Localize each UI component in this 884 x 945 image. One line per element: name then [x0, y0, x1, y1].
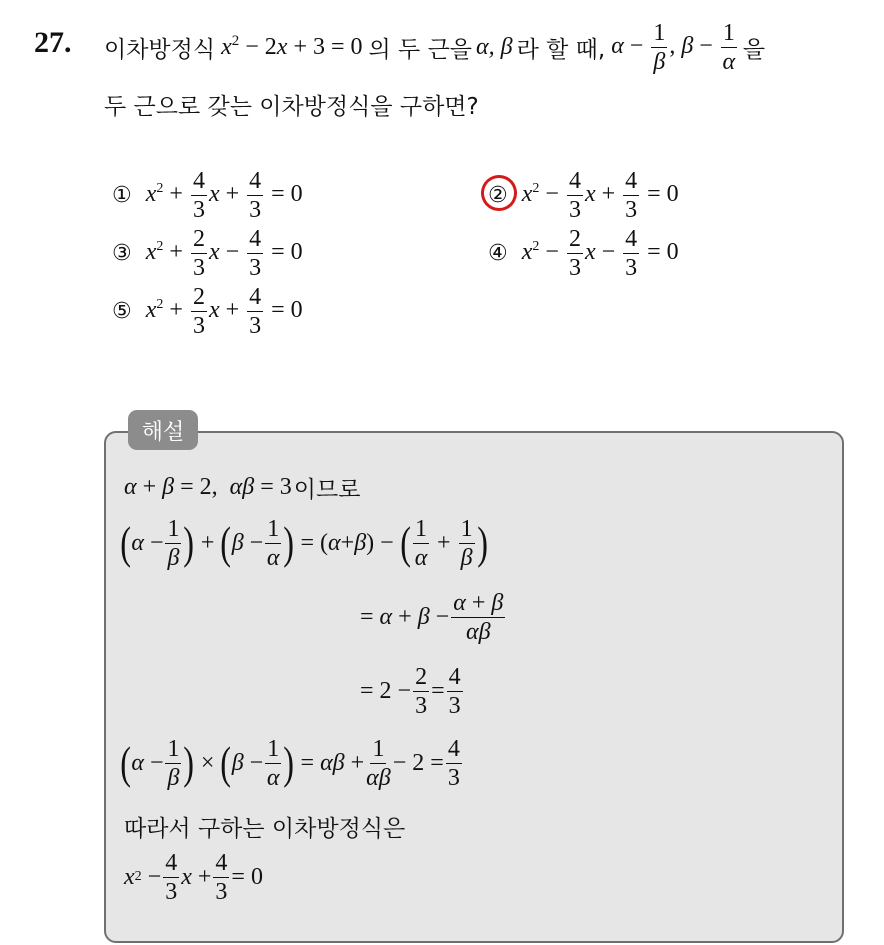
- problem-text-mid1: 의 두 근을: [368, 36, 473, 63]
- problem-text-pre: 이차방정식: [104, 36, 216, 63]
- choice-mark-4: ④: [488, 240, 508, 266]
- vieta-relations: α + β = 2, αβ = 3: [124, 473, 292, 500]
- choice-2[interactable]: [488, 167, 679, 223]
- choice-4-expr: $x^2$ − $\frac{2}{3}$ x − $\frac{4}{3}$ = 0: [521, 225, 679, 281]
- solution-tab-label: 해설: [141, 419, 185, 445]
- solution-tab: [128, 410, 198, 450]
- solution-product-line: ( α − $\frac{1}{\beta}$ ) × ( β − $\frac{1}{\alpha}$ ) = αβ + $\frac{1}{\alpha\beta}$ − 2 = $\frac{4}{3}$: [120, 735, 460, 791]
- choice-mark-2: ②: [488, 182, 508, 208]
- choice-5-expr: $x^2$ + $\frac{2}{3}$ x + $\frac{4}{3}$ = 0: [145, 283, 303, 339]
- equation-original: $x^2 - 2x + 3 = 0$: [221, 33, 363, 60]
- solution-line-1: [124, 470, 360, 504]
- solution-line-1-suffix: 이므로: [293, 476, 361, 503]
- solution-sum-line: ( α − $\frac{1}{\beta}$ ) + ( β − $\frac{1}{\alpha}$ ) = ( α + β ) − ( $\frac{1}{\alpha}$ + $\frac{1}{\beta}$ ): [120, 515, 488, 571]
- choice-1[interactable]: [112, 167, 303, 223]
- choice-mark-1: ①: [112, 182, 132, 208]
- choice-3-expr: $x^2$ + $\frac{2}{3}$ x − $\frac{4}{3}$ = 0: [145, 225, 303, 281]
- choice-4[interactable]: [488, 225, 679, 281]
- solution-conclusion: 따라서 구하는 이차방정식은: [124, 816, 406, 842]
- solution-sum-step-2: = α + β − $\frac{\alpha + \beta}{\alpha\beta}$: [360, 589, 504, 645]
- choice-3[interactable]: [112, 225, 303, 281]
- problem-line-2: 두 근으로 갖는 이차방정식을 구하면?: [104, 94, 479, 120]
- problem-text-post: 을: [742, 36, 766, 63]
- solution-sum-step-3: = 2 − $\frac{2}{3}$ = $\frac{4}{3}$: [360, 663, 461, 719]
- roots-symbols: α, β: [476, 33, 513, 60]
- choice-5[interactable]: [112, 283, 303, 339]
- new-root-2: β − $\frac{1}{\alpha}$: [681, 19, 736, 75]
- choice-mark-3: ③: [112, 240, 132, 266]
- problem-line-1: [104, 19, 766, 75]
- solution-final-equation: x 2 − $\frac{4}{3}$ x + $\frac{4}{3}$ = 0: [124, 849, 263, 905]
- choice-mark-5: ⑤: [112, 298, 132, 324]
- choice-2-expr: $x^2$ − $\frac{4}{3}$ x + $\frac{4}{3}$ = 0: [521, 167, 679, 223]
- problem-text-mid2: 라 할 때,: [516, 36, 606, 63]
- new-root-1: α − $\frac{1}{\beta}$ ,: [611, 19, 676, 75]
- choice-1-expr: $x^2$ + $\frac{4}{3}$ x + $\frac{4}{3}$ = 0: [145, 167, 303, 223]
- problem-number: 27.: [34, 26, 72, 59]
